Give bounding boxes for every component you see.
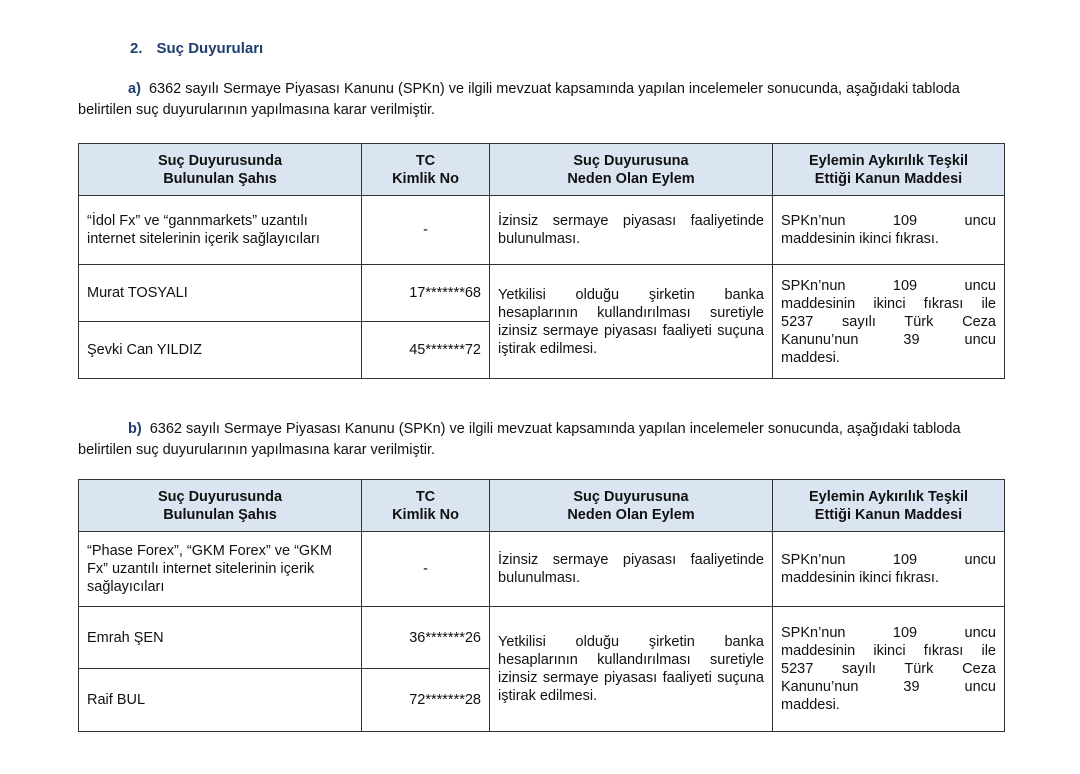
header-action: Suç Duyurusuna Neden Olan Eylem xyxy=(490,144,773,196)
cell-law: SPKn’nun 109 uncu maddesinin ikinci fıkrası. xyxy=(773,532,1005,607)
cell-action: İzinsiz sermaye piyasası faaliyetinde bulunulması. xyxy=(490,196,773,265)
cell-tc: 45*******72 xyxy=(362,322,490,379)
section-title-text: Suç Duyuruları xyxy=(156,40,264,57)
cell-action-shared: Yetkilisi olduğu şirketin banka hesaplarının kullandırılması suretiyle izinsiz sermaye piyasası faaliyeti suçuna iştirak edilmesi. xyxy=(490,607,773,732)
section-heading xyxy=(130,40,263,57)
table-header-row xyxy=(79,144,1005,196)
header-law: Eylemin Aykırılık Teşkil Ettiği Kanun Maddesi xyxy=(773,144,1005,196)
table-row xyxy=(79,607,1005,669)
cell-person: Murat TOSYALI xyxy=(79,265,362,322)
cell-person: “Phase Forex”, “GKM Forex” ve “GKM Fx” uzantılı internet sitelerinin içerik sağlayıcıları xyxy=(79,532,362,607)
paragraph-b-letter: b) xyxy=(128,421,142,437)
table-row xyxy=(79,196,1005,265)
cell-person: Emrah ŞEN xyxy=(79,607,362,669)
header-tc: TC Kimlik No xyxy=(362,480,490,532)
paragraph-b-text: 6362 sayılı Sermaye Piyasası Kanunu (SPKn) ve ilgili mevzuat kapsamında yapılan incelemeler sonucunda, aşağıdaki tabloda belirtilen suç duyurularının yapılmasına karar verilmiştir. xyxy=(78,421,961,458)
section-number: 2. xyxy=(130,40,143,57)
cell-tc: 36*******26 xyxy=(362,607,490,669)
paragraph-a xyxy=(78,79,1004,121)
cell-law: SPKn’nun 109 uncu maddesinin ikinci fıkrası. xyxy=(773,196,1005,265)
cell-tc: 17*******68 xyxy=(362,265,490,322)
header-law: Eylemin Aykırılık Teşkil Ettiği Kanun Maddesi xyxy=(773,480,1005,532)
header-person: Suç Duyurusunda Bulunulan Şahıs xyxy=(79,144,362,196)
paragraph-a-text: 6362 sayılı Sermaye Piyasası Kanunu (SPKn) ve ilgili mevzuat kapsamında yapılan incelemeler sonucunda, aşağıdaki tabloda belirtilen suç duyurularının yapılmasına karar verilmiştir. xyxy=(78,81,960,118)
paragraph-b xyxy=(78,419,1004,461)
cell-action: İzinsiz sermaye piyasası faaliyetinde bulunulması. xyxy=(490,532,773,607)
table-row xyxy=(79,532,1005,607)
header-action: Suç Duyurusuna Neden Olan Eylem xyxy=(490,480,773,532)
table-header-row xyxy=(79,480,1005,532)
notice-table-a xyxy=(78,143,1005,379)
cell-person: “İdol Fx” ve “gannmarkets” uzantılı internet sitelerinin içerik sağlayıcıları xyxy=(79,196,362,265)
cell-action-shared: Yetkilisi olduğu şirketin banka hesaplarının kullandırılması suretiyle izinsiz sermaye piyasası faaliyeti suçuna iştirak edilmesi. xyxy=(490,265,773,379)
cell-tc: - xyxy=(362,532,490,607)
cell-tc: 72*******28 xyxy=(362,669,490,732)
header-person: Suç Duyurusunda Bulunulan Şahıs xyxy=(79,480,362,532)
cell-person: Raif BUL xyxy=(79,669,362,732)
cell-law-shared: SPKn’nun 109 uncu maddesinin ikinci fıkrası ile 5237 sayılı Türk Ceza Kanunu’nun 39 uncu maddesi. xyxy=(773,607,1005,732)
cell-tc: - xyxy=(362,196,490,265)
table-row xyxy=(79,265,1005,322)
notice-table-b xyxy=(78,479,1005,732)
header-tc: TC Kimlik No xyxy=(362,144,490,196)
paragraph-a-letter: a) xyxy=(128,81,141,97)
cell-person: Şevki Can YILDIZ xyxy=(79,322,362,379)
cell-law-shared: SPKn’nun 109 uncu maddesinin ikinci fıkrası ile 5237 sayılı Türk Ceza Kanunu’nun 39 uncu maddesi. xyxy=(773,265,1005,379)
